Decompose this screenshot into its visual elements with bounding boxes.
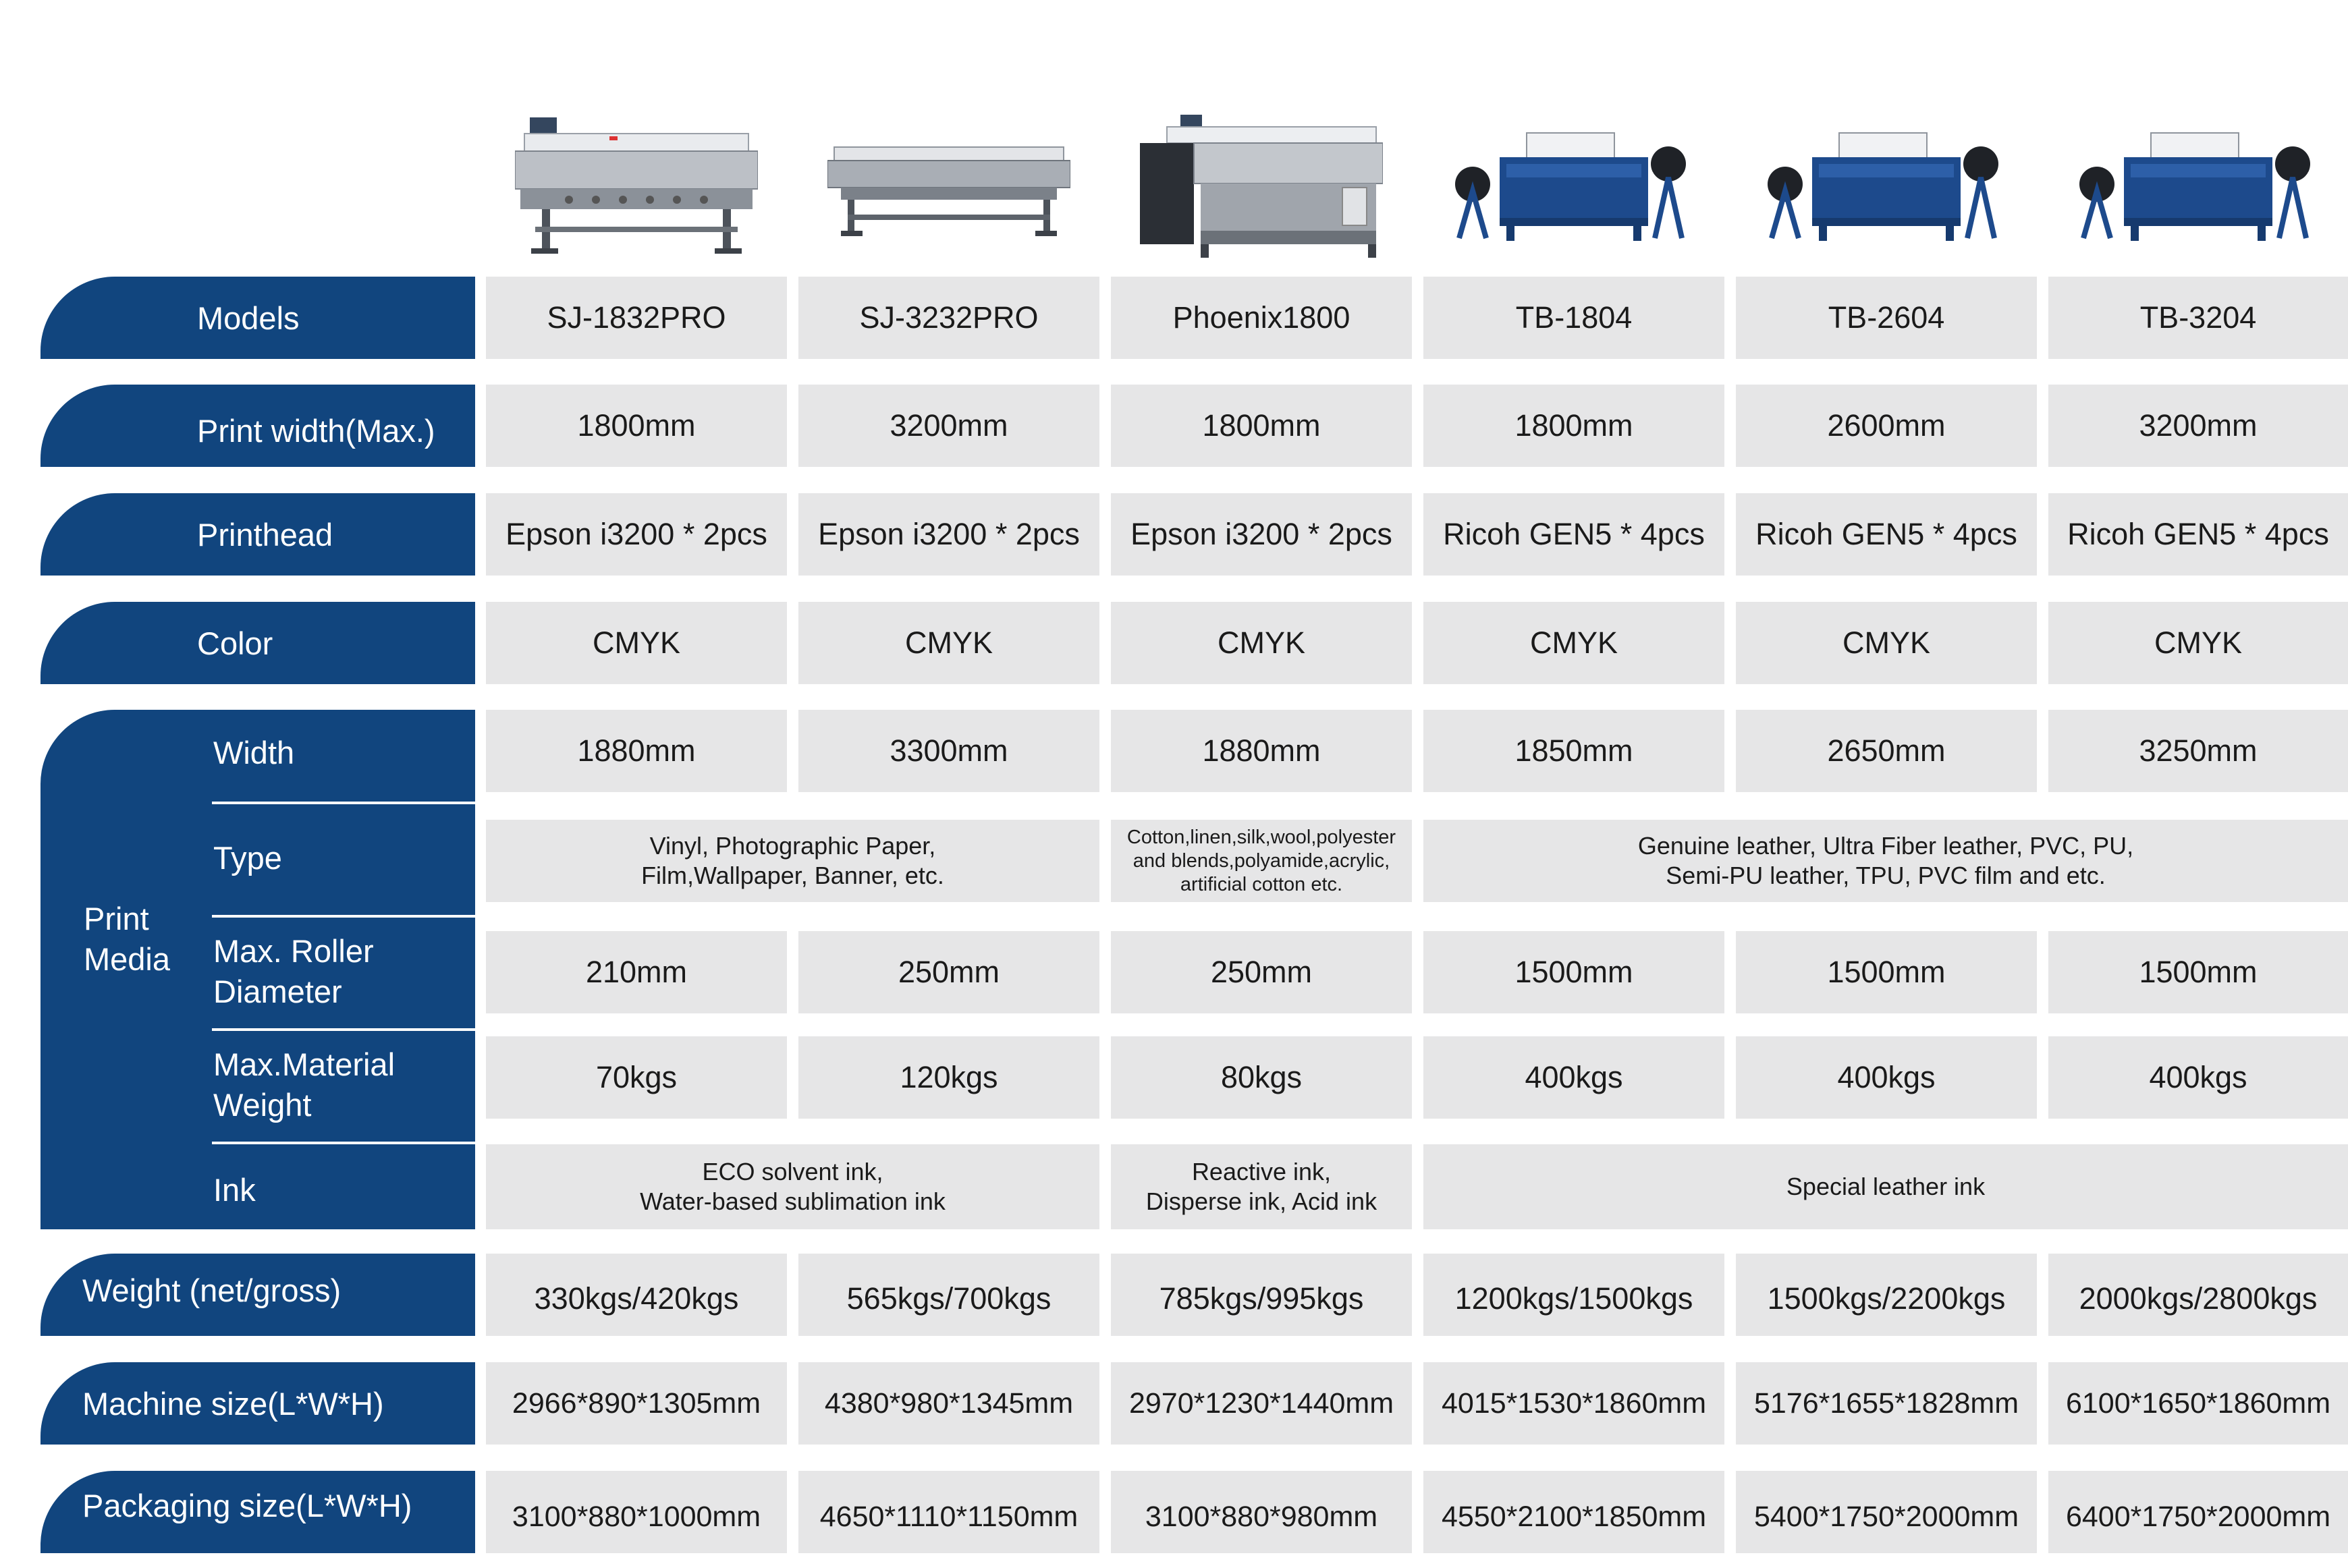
- label-media-ink-text: Ink: [213, 1172, 256, 1208]
- media-divider: [212, 802, 475, 804]
- media-width-cell: 1880mm: [1111, 710, 1412, 792]
- ink-line: Disperse ink, Acid ink: [1145, 1187, 1377, 1215]
- label-media-weight-line1: Max.Material: [213, 1046, 395, 1082]
- roller-cell: 250mm: [798, 931, 1099, 1013]
- machine-size-cell: 2966*890*1305mm: [486, 1362, 787, 1445]
- media-type-line: artificial cotton etc.: [1180, 873, 1343, 895]
- roller-cell: 210mm: [486, 931, 787, 1013]
- printhead-cell: Ricoh GEN5 * 4pcs: [1423, 493, 1724, 576]
- label-print-media-line1: Print: [84, 901, 149, 936]
- leather-printer-icon: [1452, 123, 1695, 252]
- leather-printer-icon: [2077, 123, 2320, 252]
- product-image-sj3232: [798, 108, 1099, 267]
- printhead-cell: Ricoh GEN5 * 4pcs: [2048, 493, 2348, 576]
- packaging-size-cell: 3100*880*1000mm: [486, 1471, 787, 1553]
- label-media-type-text: Type: [213, 840, 282, 876]
- media-type-cell: [1111, 820, 1412, 902]
- media-type-line: Genuine leather, Ultra Fiber leather, PVC, PU,: [1637, 832, 2134, 860]
- label-packaging-size-text: Packaging size(L*W*H): [82, 1487, 412, 1523]
- label-media-roller: [213, 924, 475, 1019]
- print-width-cell: 1800mm: [1111, 385, 1412, 467]
- label-weight-text: Weight (net/gross): [82, 1272, 342, 1308]
- label-media-roller-line1: Max. Roller: [213, 933, 374, 969]
- media-type-cell: [1423, 820, 2348, 902]
- media-width-cell: 3300mm: [798, 710, 1099, 792]
- label-models: [40, 277, 475, 359]
- sublimation-printer-icon: [1140, 113, 1383, 262]
- printhead-cell: Ricoh GEN5 * 4pcs: [1736, 493, 2037, 576]
- material-weight-cell: 400kgs: [1736, 1036, 2037, 1119]
- label-media-width: [213, 717, 475, 789]
- model-cell: TB-3204: [2048, 277, 2348, 359]
- label-color-text: Color: [197, 625, 273, 661]
- label-media-ink: [213, 1151, 475, 1229]
- model-cell: TB-1804: [1423, 277, 1724, 359]
- model-cell: SJ-3232PRO: [798, 277, 1099, 359]
- label-printhead-text: Printhead: [197, 516, 333, 553]
- machine-size-cell: 4380*980*1345mm: [798, 1362, 1099, 1445]
- model-cell: SJ-1832PRO: [486, 277, 787, 359]
- ink-line: ECO solvent ink,: [702, 1158, 883, 1185]
- label-packaging-size: [40, 1471, 475, 1553]
- label-machine-size: [40, 1362, 475, 1445]
- material-weight-cell: 400kgs: [1423, 1036, 1724, 1119]
- media-type-line: and blends,polyamide,acrylic,: [1132, 849, 1390, 872]
- media-type-cell: [486, 820, 1099, 902]
- machine-size-cell: 6100*1650*1860mm: [2048, 1362, 2348, 1445]
- ink-cell: [1111, 1144, 1412, 1229]
- product-image-tb2604: [1736, 108, 2037, 267]
- media-type-line: Cotton,linen,silk,wool,polyester: [1126, 826, 1396, 848]
- packaging-size-cell: 4650*1110*1150mm: [798, 1471, 1099, 1553]
- printhead-cell: Epson i3200 * 2pcs: [1111, 493, 1412, 576]
- label-print-width-text: Print width(Max.): [197, 412, 435, 449]
- ink-line: Water-based sublimation ink: [640, 1187, 946, 1215]
- print-width-cell: 1800mm: [1423, 385, 1724, 467]
- material-weight-cell: 80kgs: [1111, 1036, 1412, 1119]
- material-weight-cell: 400kgs: [2048, 1036, 2348, 1119]
- weight-cell: 785kgs/995kgs: [1111, 1254, 1412, 1336]
- print-width-cell: 2600mm: [1736, 385, 2037, 467]
- weight-cell: 330kgs/420kgs: [486, 1254, 787, 1336]
- ink-cell: [1423, 1144, 2348, 1229]
- ink-line: Reactive ink,: [1191, 1158, 1332, 1185]
- machine-size-cell: 2970*1230*1440mm: [1111, 1362, 1412, 1445]
- weight-cell: 1200kgs/1500kgs: [1423, 1254, 1724, 1336]
- packaging-size-cell: 5400*1750*2000mm: [1736, 1471, 2037, 1553]
- label-media-material-weight: [213, 1038, 475, 1132]
- media-width-cell: 1850mm: [1423, 710, 1724, 792]
- ink-cell: [486, 1144, 1099, 1229]
- media-width-cell: 2650mm: [1736, 710, 2037, 792]
- label-print-media: [84, 899, 170, 980]
- color-cell: CMYK: [486, 602, 787, 684]
- product-image-sj1832: [486, 108, 787, 267]
- material-weight-cell: 120kgs: [798, 1036, 1099, 1119]
- label-media-roller-line2: Diameter: [213, 974, 342, 1009]
- product-image-tb1804: [1423, 108, 1724, 267]
- roller-cell: 1500mm: [1736, 931, 2037, 1013]
- packaging-size-cell: 6400*1750*2000mm: [2048, 1471, 2348, 1553]
- media-type-line: Semi-PU leather, TPU, PVC film and etc.: [1666, 862, 2106, 889]
- ink-line: Special leather ink: [1786, 1173, 1986, 1200]
- color-cell: CMYK: [1423, 602, 1724, 684]
- media-divider: [212, 915, 475, 918]
- printhead-cell: Epson i3200 * 2pcs: [486, 493, 787, 576]
- weight-cell: 565kgs/700kgs: [798, 1254, 1099, 1336]
- color-cell: CMYK: [2048, 602, 2348, 684]
- material-weight-cell: 70kgs: [486, 1036, 787, 1119]
- leather-printer-icon: [1765, 123, 2008, 252]
- color-cell: CMYK: [798, 602, 1099, 684]
- packaging-size-cell: 3100*880*980mm: [1111, 1471, 1412, 1553]
- label-media-width-text: Width: [213, 735, 295, 771]
- wide-format-printer-icon: [827, 134, 1070, 242]
- media-type-line: Film,Wallpaper, Banner, etc.: [641, 862, 944, 889]
- eco-solvent-printer-icon: [515, 113, 758, 262]
- label-machine-size-text: Machine size(L*W*H): [82, 1385, 384, 1422]
- roller-cell: 250mm: [1111, 931, 1412, 1013]
- printhead-cell: Epson i3200 * 2pcs: [798, 493, 1099, 576]
- product-image-tb3204: [2048, 108, 2348, 267]
- label-printhead: [40, 493, 475, 576]
- media-width-cell: 3250mm: [2048, 710, 2348, 792]
- label-print-media-line2: Media: [84, 941, 171, 977]
- model-cell: TB-2604: [1736, 277, 2037, 359]
- machine-size-cell: 4015*1530*1860mm: [1423, 1362, 1724, 1445]
- roller-cell: 1500mm: [2048, 931, 2348, 1013]
- print-width-cell: 3200mm: [798, 385, 1099, 467]
- color-cell: CMYK: [1736, 602, 2037, 684]
- weight-cell: 1500kgs/2200kgs: [1736, 1254, 2037, 1336]
- color-cell: CMYK: [1111, 602, 1412, 684]
- media-width-cell: 1880mm: [486, 710, 787, 792]
- label-print-width: [40, 385, 475, 467]
- label-models-text: Models: [197, 300, 300, 336]
- packaging-size-cell: 4550*2100*1850mm: [1423, 1471, 1724, 1553]
- roller-cell: 1500mm: [1423, 931, 1724, 1013]
- machine-size-cell: 5176*1655*1828mm: [1736, 1362, 2037, 1445]
- media-divider: [212, 1028, 475, 1031]
- label-weight: [40, 1254, 475, 1336]
- label-media-type: [213, 811, 475, 905]
- media-divider: [212, 1142, 475, 1144]
- media-type-line: Vinyl, Photographic Paper,: [649, 832, 936, 860]
- print-width-cell: 1800mm: [486, 385, 787, 467]
- label-media-weight-line2: Weight: [213, 1087, 312, 1123]
- label-color: [40, 602, 475, 684]
- print-media-block: [40, 710, 475, 1229]
- print-width-cell: 3200mm: [2048, 385, 2348, 467]
- product-image-phoenix1800: [1111, 108, 1412, 267]
- weight-cell: 2000kgs/2800kgs: [2048, 1254, 2348, 1336]
- model-cell: Phoenix1800: [1111, 277, 1412, 359]
